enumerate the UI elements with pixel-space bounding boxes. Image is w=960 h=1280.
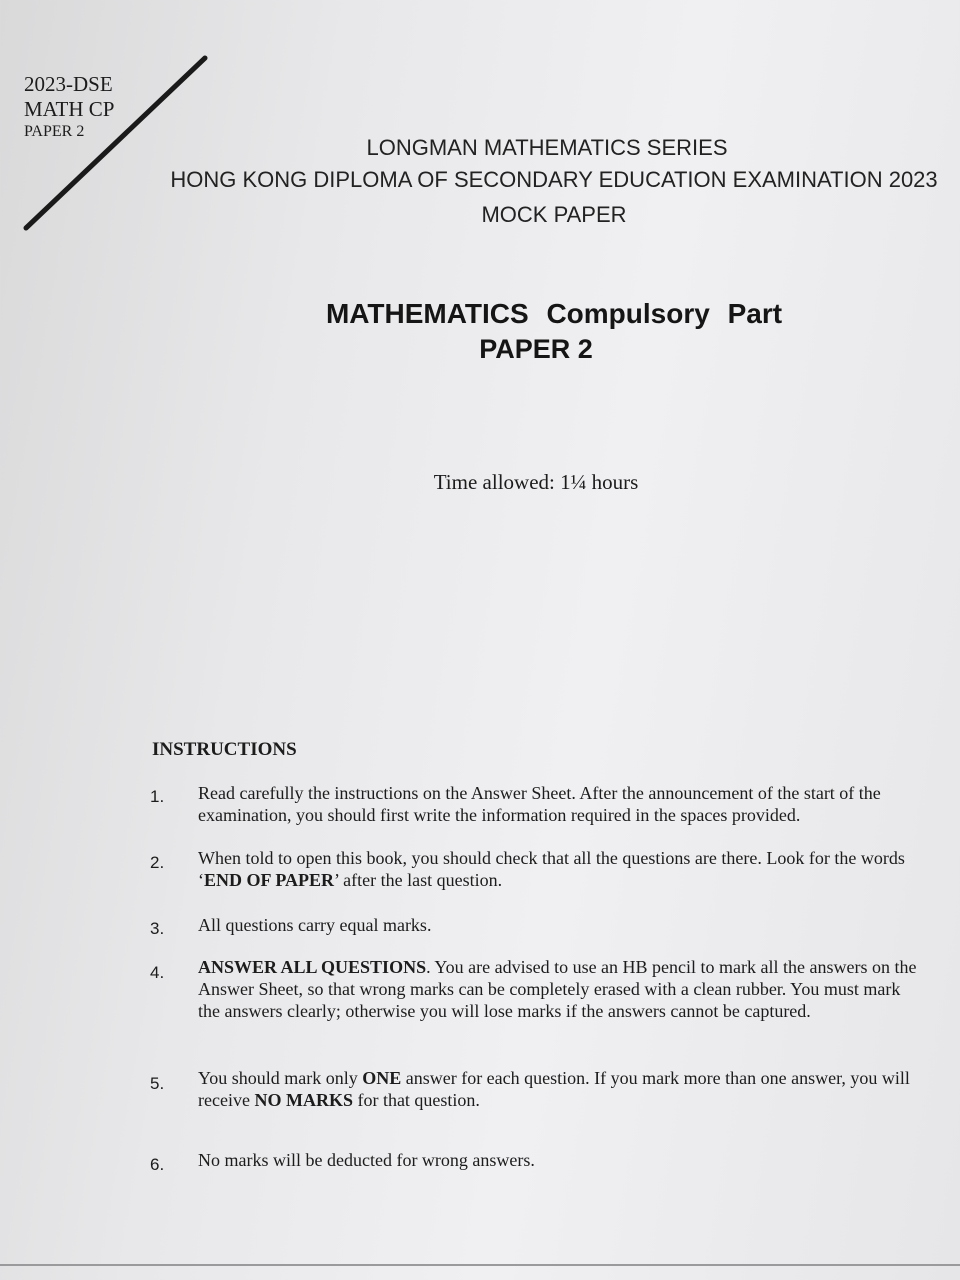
subject-title: MATHEMATICS Compulsory Part: [325, 298, 783, 329]
instruction-text: All questions carry equal marks.: [198, 915, 432, 935]
paper-code-year: 2023-DSE: [24, 72, 113, 96]
emphasis-text: ANSWER ALL QUESTIONS: [198, 957, 427, 977]
instruction-number: 4.: [150, 963, 165, 982]
instruction-number: 2.: [150, 853, 165, 872]
instruction-text: You should mark only ONE answer for each question. If you mark more than one answer, you will receive NO MARKS for that question.: [198, 1068, 910, 1110]
instruction-text: When told to open this book, you should check that all the questions are there. Look for the words ‘END OF PAPER’ after the last question.: [198, 848, 905, 890]
paper-code-block: [24, 72, 114, 142]
instruction-number: 3.: [150, 919, 165, 938]
series-name: LONGMAN MATHEMATICS SERIES: [366, 135, 728, 160]
instruction-number: 1.: [150, 787, 165, 806]
instruction-number: 5.: [150, 1074, 165, 1093]
emphasis-text: NO MARKS: [254, 1090, 353, 1110]
paper-code-paper: PAPER 2: [24, 123, 85, 141]
instruction-number: 6.: [150, 1155, 165, 1174]
exam-name: HONG KONG DIPLOMA OF SECONDARY EDUCATION EXAMINATION 2023: [170, 167, 938, 192]
paper-code-subject: MATH CP: [24, 97, 115, 122]
instruction-text: ANSWER ALL QUESTIONS. You are advised to use an HB pencil to mark all the answers on the Answer Sheet, so that wrong marks can be completely erased with a clean rubber. You must mark the answers clearly; otherwise you will lose marks if the answers cannot be captured.: [198, 957, 917, 1021]
instructions-heading: INSTRUCTIONS: [152, 739, 297, 760]
instruction-text: Read carefully the instructions on the Answer Sheet. After the announcement of the start of the examination, you should first write the information required in the spaces provided.: [198, 783, 881, 825]
emphasis-text: ONE: [362, 1068, 402, 1088]
instruction-text: No marks will be deducted for wrong answers.: [198, 1150, 535, 1170]
paper-type: MOCK PAPER: [481, 202, 627, 227]
page-edge-line: [0, 1264, 960, 1266]
time-allowed: Time allowed: 1¼ hours: [433, 470, 639, 494]
emphasis-text: END OF PAPER: [204, 870, 334, 890]
paper-title: PAPER 2: [479, 334, 593, 364]
